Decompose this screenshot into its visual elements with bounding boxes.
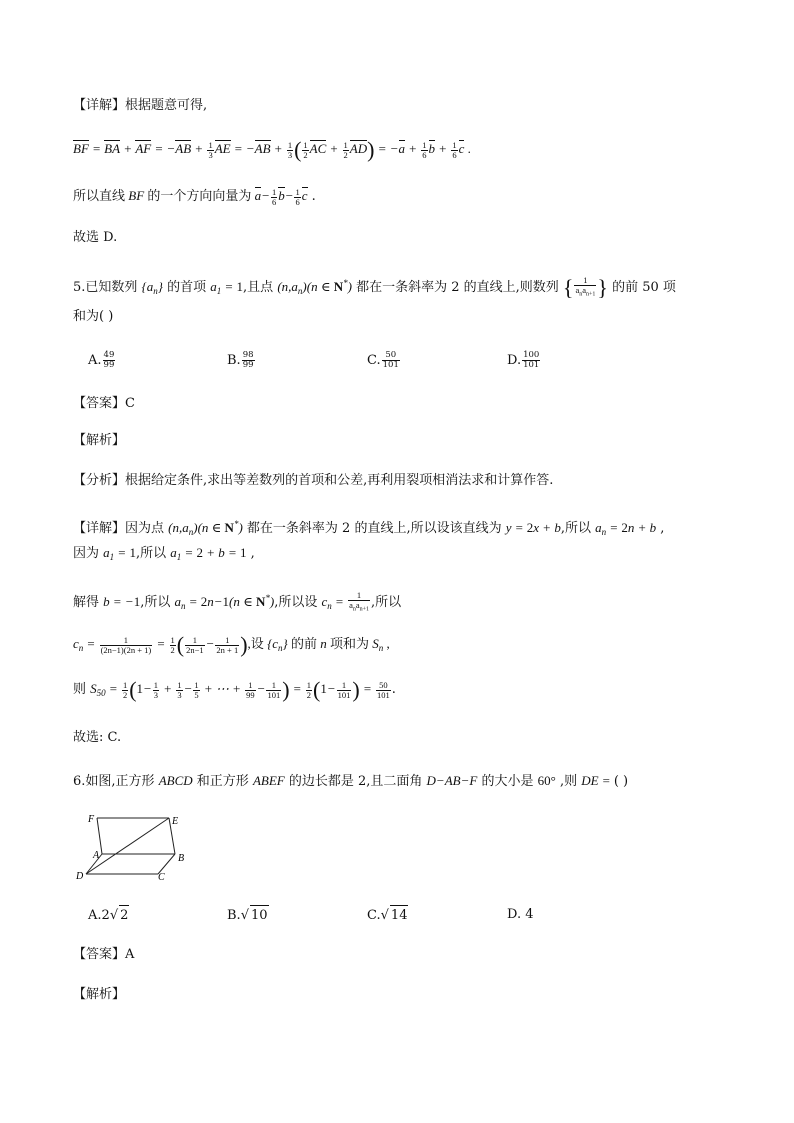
q6-option-a[interactable]: A.2√ 2: [88, 905, 129, 926]
q6-stem: 6.如图,正方形 ABCD 和正方形 ABEF 的边长都是 2,且二面角 D−AB−F 的大小是 60° ,则 DE = ( ): [73, 773, 629, 789]
q5-answer: 【答案】C: [73, 396, 135, 411]
q5-choose: 故选: C.: [73, 730, 122, 745]
figure-label-f: F: [88, 814, 95, 825]
q5-detail-line2: 因为 $a_1 = 1$,所以 $a_1 = 2 + b = 1$ ,: [73, 545, 255, 562]
figure-label-e: E: [172, 816, 179, 827]
q6-options: [88, 905, 708, 929]
figure-label-a: A: [93, 850, 100, 861]
q5-options: [88, 351, 708, 375]
p4-vector-equation: BF = BA + AF = −AB + $\frac{1}{3}$ AE = −AB + $\frac{1}{3}$ ( $\frac{1}{2}$ AC + $\frac{1}{2}$ AD) = −a + $\frac{1}{6}$ b + $\frac{1}{6}$ c .: [73, 137, 471, 163]
q5-fenxi: 【分析】根据给定条件,求出等差数列的首项和公差,再利用裂项相消法求和计算作答.: [73, 473, 554, 488]
q6-answer: 【答案】A: [73, 947, 135, 962]
q5-analysis-label: 【解析】: [73, 433, 126, 448]
figure-label-d: D: [76, 871, 84, 882]
q5-detail-line1: 【详解】因为点 $(n,a_n)(n$ ∈ N*) 都在一条斜率为 2 的直线上,所以设该直线为 y = 2x + b,所以 $a_n = 2n + b$ ,: [73, 519, 665, 537]
q5-option-b[interactable]: B. $\frac{98}{99}$: [227, 350, 254, 370]
q5-stem-line2: 和为( ): [73, 309, 114, 324]
dihedral-figure: [72, 812, 197, 882]
q5-option-d[interactable]: D. $\frac{100}{101}$: [507, 350, 540, 370]
q5-detail-line5: 则 $S_{50}$ = $\frac{1}{2}$ (1− $\frac{1}{3}$ + $\frac{1}{3}$ − $\frac{1}{5}$ + ⋯ + $\frac{1}{99}$ − $\frac{1}{101}$ ) = $\frac{1}{2}$ (1− $\frac{1}{101}$ ) = $\frac{50}{101}$ .: [73, 677, 396, 703]
q5-stem-line1: 5.已知数列 $\{a_n\}$ 的首项 $a_1 = 1$,且点 $(n,a_n)(n$ ∈ N*) 都在一条斜率为 2 的直线上,则数列 { $\frac{1}{a_na_{n+1}}$ } 的前 50 项: [73, 275, 676, 301]
q6-option-b[interactable]: B.√ 10: [227, 905, 269, 926]
p4-conclusion: 所以直线 BF 的一个方向向量为 a− $\frac{1}{6}$ b− $\frac{1}{6}$ c .: [73, 186, 316, 207]
p4-detail-line: 【详解】根据题意可得,: [73, 98, 208, 113]
p4-choose: 故选 D.: [73, 230, 118, 245]
figure-label-c: C: [158, 872, 165, 882]
q5-option-c[interactable]: C. $\frac{50}{101}$: [367, 350, 399, 370]
q6-analysis-label: 【解析】: [73, 987, 126, 1002]
q6-option-d[interactable]: D. 4: [507, 907, 534, 922]
q5-detail-line4: $c_n$ = $\frac{1}{(2n-1)(2n + 1)}$ = $\frac{1}{2}$ ( $\frac{1}{2n-1}$ − $\frac{1}{2n + 1}$ ),设 $\{c_n\}$ 的前 n 项和为 $S_n$ ,: [73, 632, 390, 658]
q5-detail-line3: 解得 b = −1,所以 $a_n = 2n-1(n$ ∈ N*),所以设 $c_n$ = $\frac{1}{a_na_{n+1}}$ ,所以: [73, 590, 402, 613]
figure-label-b: B: [178, 853, 185, 864]
answer-value: C: [125, 396, 135, 411]
q6-option-c[interactable]: C.√ 14: [367, 905, 408, 926]
detail-label: 【详解】: [73, 98, 126, 113]
q5-option-a[interactable]: A. $\frac{49}{99}$: [88, 350, 115, 370]
answer-value: A: [125, 947, 135, 962]
